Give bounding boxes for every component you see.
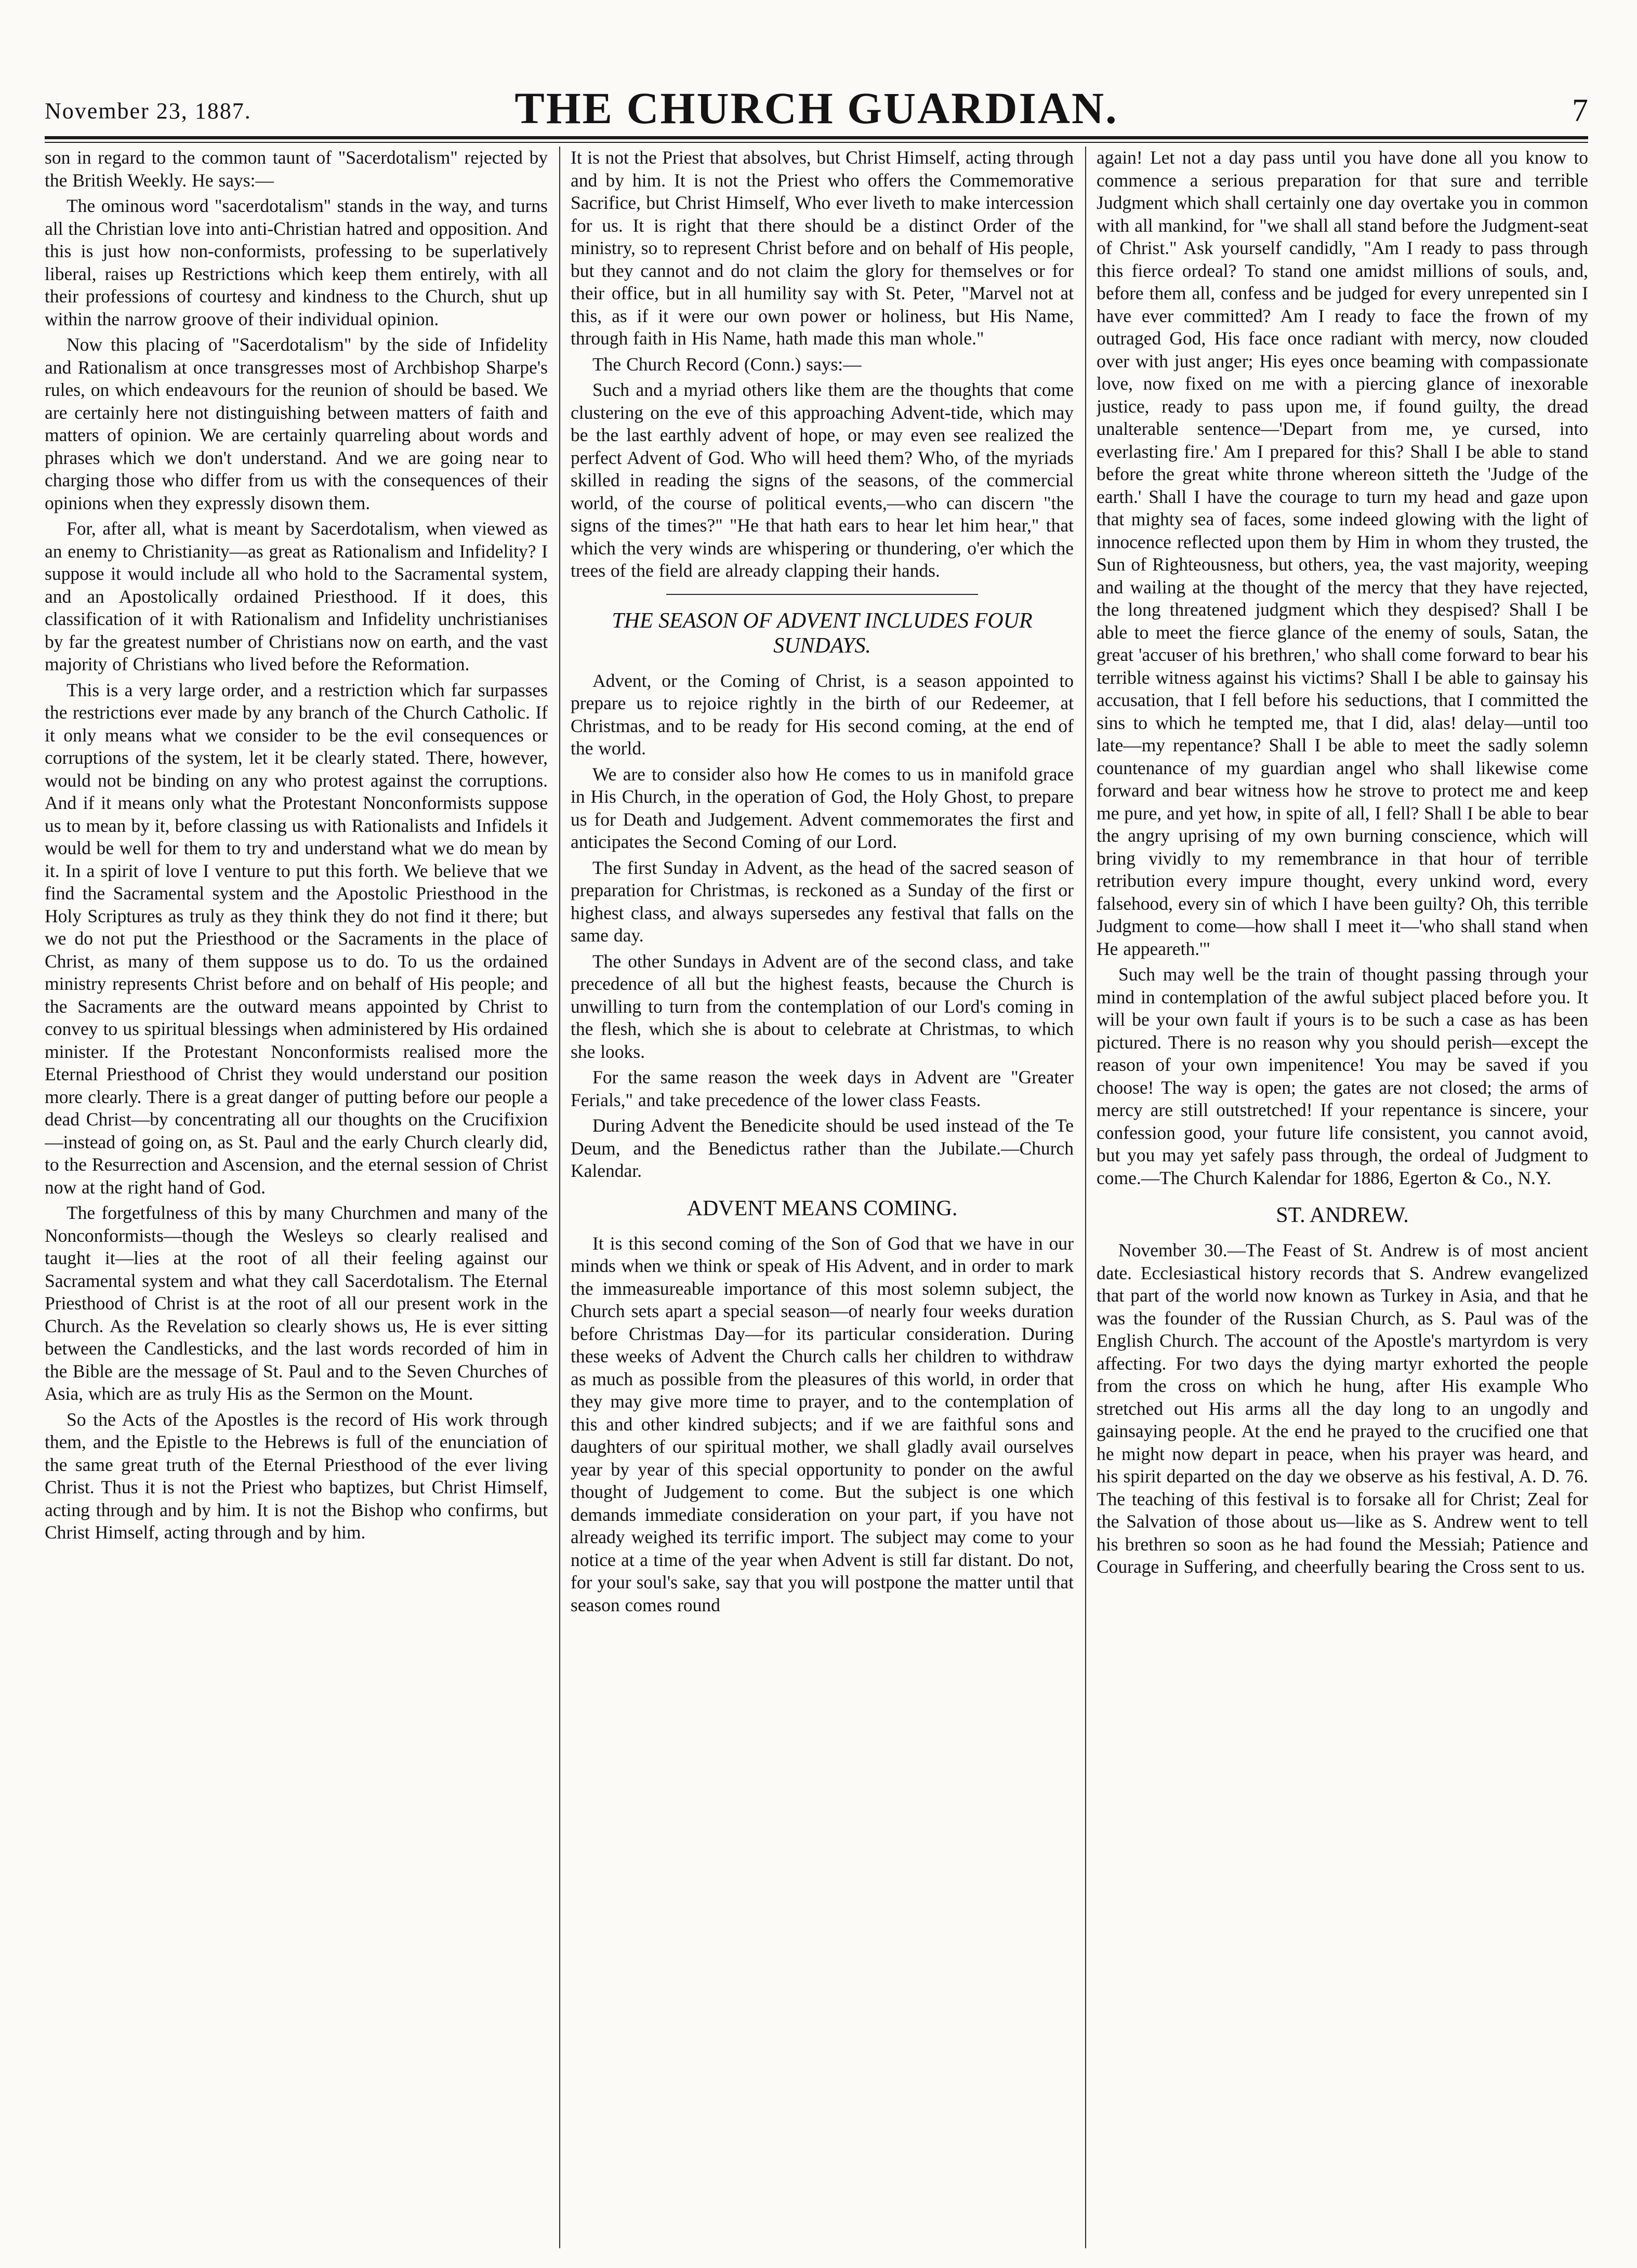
paragraph: Advent, or the Coming of Christ, is a season appointed to prepare us to rejoice rightly in the birth of our Redeemer, at Christmas, and to be ready for His second coming, at the end of the world.: [571, 670, 1074, 759]
column-divider: [1085, 147, 1086, 2248]
paragraph: It is this second coming of the Son of God that we have in our minds when we think or speak of His Advent, and in order to mark the immeasureable importance of this most solemn subject, the Church sets apart a special season—of nearly four weeks duration before Christmas Day—for its particular consideration. During these weeks of Advent the Church calls her children to withdraw as much as possible from the pleasures of this world, in order that they may give more time to prayer, and to the contemplation of this and other kindred subjects; and if we are faithful sons and daughters of our spiritual mother, we shall gladly avail ourselves year by year of this special opportunity to ponder on the awful thought of Judgement to come. But the subject is one which demands immediate consideration on your part, if you have not already weighed its terrific import. The subject may come to your notice at a time of the year when Advent is still far distant. Do not, for your soul's sake, say that you will postpone the matter until that season comes round: [571, 1232, 1074, 1615]
paragraph: son in regard to the common taunt of "Sacerdotalism" rejected by the British Weekly. He says:—: [45, 147, 548, 191]
paragraph: During Advent the Benedicite should be used instead of the Te Deum, and the Benedictus rather than the Jubilate.—Church Kalendar.: [571, 1115, 1074, 1181]
newspaper-title: THE CHURCH GUARDIAN.: [514, 83, 1118, 133]
paragraph: For the same reason the week days in Advent are "Greater Ferials," and take precedence of the lower class Feasts.: [571, 1067, 1074, 1110]
column-divider: [559, 147, 560, 2248]
paragraph: The forgetfulness of this by many Churchmen and many of the Nonconformists—though the Wesleys so clearly realised and taught it—lies at the root of all their feeling against our Sacramental system and what they call Sacerdotalism. The Eternal Priesthood of Christ is at the root of all our present work in the Church. As the Revelation so clearly shows us, He is ever sitting between the Candlesticks, and the last words recorded of him in the Bible are the message of St. Paul and to the Seven Churches of Asia, which are as truly His as the Sermon on the Mount.: [45, 1202, 548, 1404]
paragraph: The first Sunday in Advent, as the head of the sacred season of preparation for Christmas, is reckoned as a Sunday of the first or highest class, and always supersedes any festival that falls on the same day.: [571, 857, 1074, 946]
section-heading: THE SEASON OF ADVENT INCLUDES FOUR SUNDAYS.: [612, 608, 1033, 658]
paragraph: The other Sundays in Advent are of the second class, and take precedence of all but the highest feasts, because the Church is unwilling to turn from the contemplation of our Lord's coming in the flesh, which she is about to celebrate at Christmas, to which she looks.: [571, 950, 1074, 1062]
header-rule: [45, 136, 1588, 143]
section-heading: ADVENT MEANS COMING.: [687, 1196, 958, 1221]
section-divider: [666, 594, 978, 595]
paragraph: It is not the Priest that absolves, but Christ Himself, acting through and by him. It is not the Priest who offers the Commemorative Sacrifice, but Christ Himself, Who ever liveth to make intercession for us. It is right that there should be a distinct Order of the ministry, so to represent Christ before and on behalf of His people, but they cannot and do not claim the glory for themselves or for their office, but in all humility say with St. Peter, "Marvel not at this, as if it were our own power or holiness, but His Name, through faith in His Name, hath made this man whole.": [571, 147, 1074, 349]
paragraph: Such may well be the train of thought passing through your mind in contemplation of the awful subject placed before you. It will be your own fault if yours is to be such a case as has been pictured. There is no reason why you should perish—except the reason of your own impenitence! You may be saved if you choose! The way is open; the gates are not closed; the arms of mercy are still outstretched! If your repentance is sincere, your confession good, your future life consistent, you cannot avoid, but you may yet safely pass through, the ordeal of Judgment to come.—The Church Kalendar for 1886, Egerton & Co., N.Y.: [1097, 964, 1588, 1188]
column-1: [45, 147, 548, 2248]
column-3: [1097, 147, 1588, 2248]
masthead: [45, 83, 1588, 133]
paragraph: Now this placing of "Sacerdotalism" by the side of Infidelity and Rationalism at once transgresses most of Archbishop Sharpe's rules, on which endeavours for the reunion of should be based. We are certainly here not distinguishing between matters of faith and matters of opinion. We are certainly quarreling about words and phrases which we don't understand. And we are going near to charging those who differ from us with the consequences of their opinions when they expressly disown them.: [45, 334, 548, 513]
paragraph: Such and a myriad others like them are the thoughts that come clustering on the eve of this approaching Advent-tide, which may be the last earthly advent of hope, or may even see realized the perfect Advent of God. Who will heed them? Who, of the myriads skilled in reading the signs of the seasons, of the commercial world, of the course of political events,—who can discern "the signs of the times?" "He that hath ears to hear let him hear," that which the very winds are whispering or thundering, o'er which the trees of the field are already clapping their hands.: [571, 379, 1074, 581]
page-number: 7: [1572, 93, 1588, 128]
paragraph: The Church Record (Conn.) says:—: [592, 353, 862, 375]
paragraph: We are to consider also how He comes to us in manifold grace in His Church, in the operation of God, the Holy Ghost, to prepare us for Death and Judgement. Advent commemorates the first and anticipates the Second Coming of our Lord.: [571, 763, 1074, 852]
column-2: [571, 147, 1074, 2248]
paragraph: This is a very large order, and a restriction which far surpasses the restrictions ever made by any branch of the Church Catholic. If it only means what we consider to be the evil consequences or corruptions of the system, let it be clearly stated. There, however, would not be binding on any who protest against the corruptions. And if it means only what the Protestant Nonconformists suppose us to mean by it, before classing us with Rationalists and Infidels it would be well for them to try and understand what we do mean by it. In a spirit of love I venture to put this forth. We believe that we find the Sacramental system and the Apostolic Priesthood in the Holy Scriptures as truly as they think they do not find it there; but we do not put the Priesthood or the Sacraments in the place of Christ, as many of them suppose us to do. To us the ordained ministry represents Christ before and on behalf of His people; and the Sacraments are the outward means appointed by Christ to convey to us spiritual blessings when administered by His ordained minister. If the Protestant Nonconformists realised more the Eternal Priesthood of Christ they would understand our position more clearly. There is a great danger of putting before our people a dead Christ—by concentrating all our thoughts on the Crucifixion—instead of going on, as St. Paul and the early Church clearly did, to the Resurrection and Ascension, and the eternal session of Christ now at the right hand of God.: [45, 679, 548, 1198]
paragraph: again! Let not a day pass until you have done all you know to commence a serious preparation for that sure and terrible Judgment which shall certainly one day overtake you in common with all mankind, for "we shall all stand before the Judgment-seat of Christ." Ask yourself candidly, "Am I ready to pass through this fierce ordeal? To stand one amidst millions of souls, and, before them all, confess and be judged for every unrepented sin I have ever committed? Am I ready to face the frown of my outraged God, His face once radiant with mercy, now clouded over with just anger; His eyes once beaming with compassionate love, now fixed on me with a piercing glance of inexorable justice, ready to pass upon me, if found guilty, the dread unalterable sentence—'Depart from me, ye cursed, into everlasting fire.' Am I prepared for this? Shall I be able to stand before the great white throne whereon sitteth the 'Judge of the earth.' Shall I have the courage to turn my head and gaze upon that mighty sea of faces, some indeed glowing with the light of innocence reflected upon them by Him in whom they trusted, the Sun of Righteousness, but others, yea, the vast majority, weeping and wailing at the thought of the mercy that they have rejected, the long threatened judgment which they despised? Shall I be able to meet the fierce glance of the enemy of souls, Satan, the great 'accuser of his brethren,' who shall come forward to bear his terrible witness against his victims? Shall I be able to gainsay his accusation, that I fell before his seductions, that I committed the sins to which he tempted me, that I did, alas! delay—until too late—my repentance? Shall I be able to meet the sadly solemn countenance of my guardian angel who shall likewise come forward and bear witness how he strove to protect me and keep me pure, and yet how, in spite of all, I fell? Shall I be able to bear the angry uprising of my own burning conscience, which will bring vividly to my remembrance in that hour of terrible retribution every impure thought, every unkind word, every falsehood, every sin of which I have been guilty? Oh, this terrible Judgment to come—how shall I meet it—'who shall stand when He appeareth.'": [1097, 147, 1588, 959]
paragraph: November 30.—The Feast of St. Andrew is of most ancient date. Ecclesiastical history records that S. Andrew evangelized that part of the world now known as Turkey in Asia, and that he was the founder of the Russian Church, as S. Paul was of the English Church. The account of the Apostle's martyrdom is very affecting. For two days the dying martyr exhorted the people from the cross on which he hung, after His example Who stretched out His arms all the day long to an ungodly and gainsaying people. At the end he prayed to the crucified one that he might now depart in peace, when his prayer was heard, and his spirit departed on the day we observe as his festival, A. D. 76. The teaching of this festival is to forsake all for Christ; Zeal for the Salvation of those about us—like as S. Andrew went to tell his brethren so soon as he had found the Messiah; Patience and Courage in Suffering, and cheerfully bearing the Cross sent to us.: [1097, 1240, 1588, 1577]
issue-date: November 23, 1887.: [45, 98, 252, 124]
paragraph: For, after all, what is meant by Sacerdotalism, when viewed as an enemy to Christianity—as great as Rationalism and Infidelity? I suppose it would include all who hold to the Sacramental system, and an Apostolically ordained Priesthood. If it does, this classification of it with Rationalism and Infidelity unchristianises by far the greatest number of Christians now on earth, and the vast majority of Christians who lived before the Reformation.: [45, 518, 548, 674]
paragraph: The ominous word "sacerdotalism" stands in the way, and turns all the Christian love into anti-Christian hatred and opposition. And this is just how non-conformists, professing to be superlatively liberal, raises up Restrictions which keep them entirely, with all their professions of courtesy and kindness to the Church, shut up within the narrow groove of their individual opinion.: [45, 195, 548, 329]
paragraph: So the Acts of the Apostles is the record of His work through them, and the Epistle to the Hebrews is full of the enunciation of the same great truth of the Eternal Priesthood of the ever living Christ. Thus it is not the Priest who baptizes, but Christ Himself, acting through and by him. It is not the Bishop who confirms, but Christ Himself, acting through and by him.: [45, 1409, 548, 1543]
section-heading: ST. ANDREW.: [1276, 1203, 1409, 1227]
